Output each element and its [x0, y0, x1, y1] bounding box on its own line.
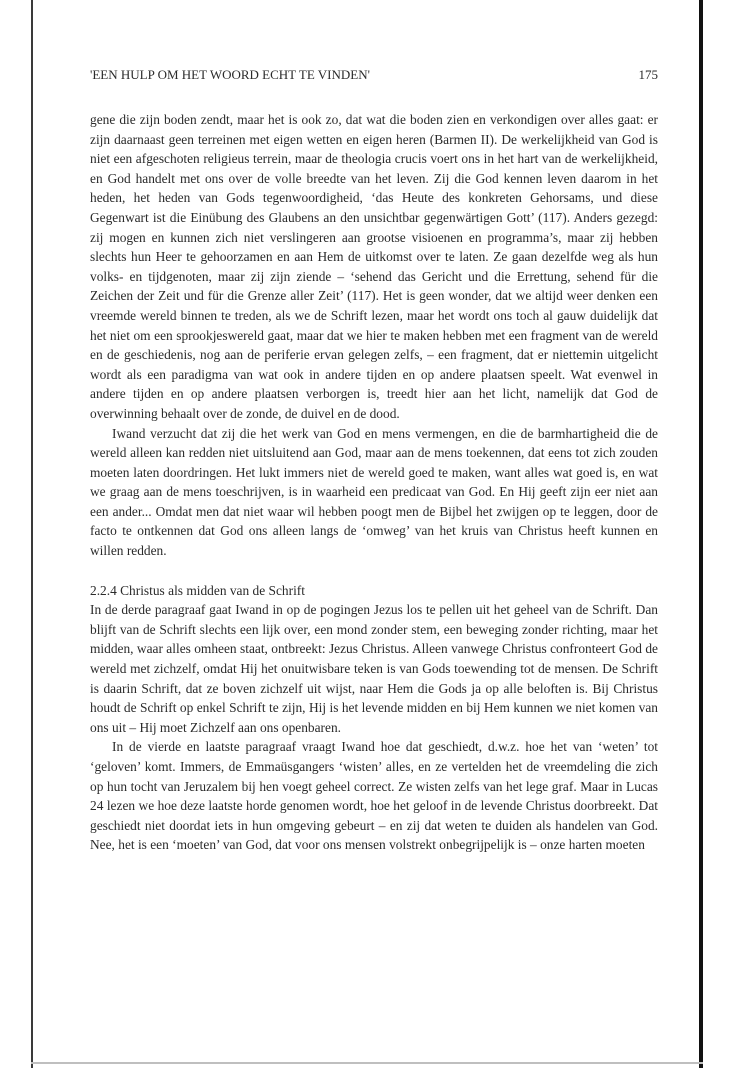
page-left-edge	[31, 0, 33, 1068]
paragraph-1: gene die zijn boden zendt, maar het is ook zo, dat wat die boden zien en verkondigen over alles gaat: er zijn daarnaast geen terreinen met eigen wetten en eigen heren (Barmen II). De werkelijkheid van God is niet een afgeschoten religieus terrein, maar de theologia crucis voert ons in het hart van de werkelijkheid, en God handelt met ons over de volle breedte van het leven. Zij die God kennen leven daarom in het heden, het heden van Gods tegenwoordigheid, ‘das Heute des konkreten Gehorsams, und diese Gegenwart ist die Einübung des Glaubens an den unsichtbar gegenwärtigen Gott’ (117). Anders gezegd: zij mogen en kunnen zich niet verslingeren aan grootse visioenen en programma’s, maar zij hebben slechts hun Heer te gehoorzamen en aan Hem de uitkomst over te laten. Ze gaan dezelfde weg als hun volks- en tijdgenoten, maar zij zijn ziende – ‘sehend das Gericht und die Errettung, sehend für die Zeichen der Zeit und für die Grenze aller Zeit’ (117). Het is geen wonder, dat we altijd weer denken een vreemde wereld binnen te treden, als we de Schrift lezen, maar het wordt ons toch al gauw duidelijk dat het niet om een sprookjeswereld gaat, maar dat we hier te maken hebben met een fragment van de wereld en de geschiedenis, nog aan de periferie ervan gelegen zelfs, – een fragment, dat er niettemin uitgelicht wordt als een paradigma van wat ook in andere tijden en op andere plaatsen speelt. Wat evenwel in andere tijden en op andere plaatsen verborgen is, treedt hier aan het licht, namelijk dat God de overwinning behaalt over de zonde, de duivel en de dood.	[90, 112, 658, 421]
paragraph-3: In de derde paragraaf gaat Iwand in op de pogingen Jezus los te pellen uit het geheel van de Schrift. Dan blijft van de Schrift slechts een lijk over, een mond zonder stem, een beweging zonder richting, maar het midden, waar alles omheen staat, ontbreekt: Jezus Christus. Alleen vanwege Christus confronteert God de wereld met zichzelf, omdat Hij het onuitwisbare teken is van Gods toewending tot de mensen. De Schrift is daarin Schrift, dat ze boven zichzelf uit wijst, naar Hem die Gods ja op alle beloften is. Bij Christus houdt de Schrift op enkel Schrift te zijn, Hij is het levende midden en bij Hem kunnen we niet komen van ons uit – Hij moet Zichzelf aan ons openbaren.	[90, 602, 658, 735]
section-heading: 2.2.4 Christus als midden van de Schrift	[90, 582, 305, 598]
body-text	[90, 110, 658, 855]
page-right-edge	[699, 0, 703, 1068]
running-head: 'EEN HULP OM HET WOORD ECHT TE VINDEN'	[90, 67, 370, 82]
paragraph-4: In de vierde en laatste paragraaf vraagt Iwand hoe dat geschiedt, d.w.z. hoe het van ‘weten’ tot ‘geloven’ komt. Immers, de Emmaüsgangers ‘wisten’ alles, en ze vertelden het de vreemdeling die zich op hun tocht van Jeruzalem bij hen voegt geheel correct. Ze wisten zelfs van het lege graf. Maar in Lucas 24 lezen we hoe deze laatste horde genomen wordt, hoe het geloof in de levende Christus doorbreekt. Dat geschiedt niet doordat iets in hun omgeving gebeurt – en zij dat weten te duiden als handelen van God. Nee, het is een ‘moeten’ van God, dat voor ons mensen volstrekt onbegrijpelijk is – onze harten moeten	[90, 739, 658, 853]
page-header	[90, 67, 658, 87]
paragraph-2: Iwand verzucht dat zij die het werk van God en mens vermengen, en die de barmhartigheid die de wereld alleen kan redden niet uitsluitend aan God, maar aan de mens toekennen, dat eens tot zich zouden moeten laten doordringen. Het lukt immers niet de wereld goed te maken, want alles wat goed is, en wat we graag aan de mens toeschrijven, is in waarheid een predicaat van God. En Hij geeft zijn eer niet aan een ander... Omdat men dat niet waar wil hebben poogt men de Bijbel het zwijgen op te leggen, door de facto te ontkennen dat God ons alleen langs de ‘omweg’ van het kruis van Christus heeft kunnen en willen redden.	[90, 425, 658, 559]
page-bottom-edge	[31, 1062, 703, 1064]
section-gap	[90, 561, 658, 581]
page-number: 175	[638, 67, 658, 82]
